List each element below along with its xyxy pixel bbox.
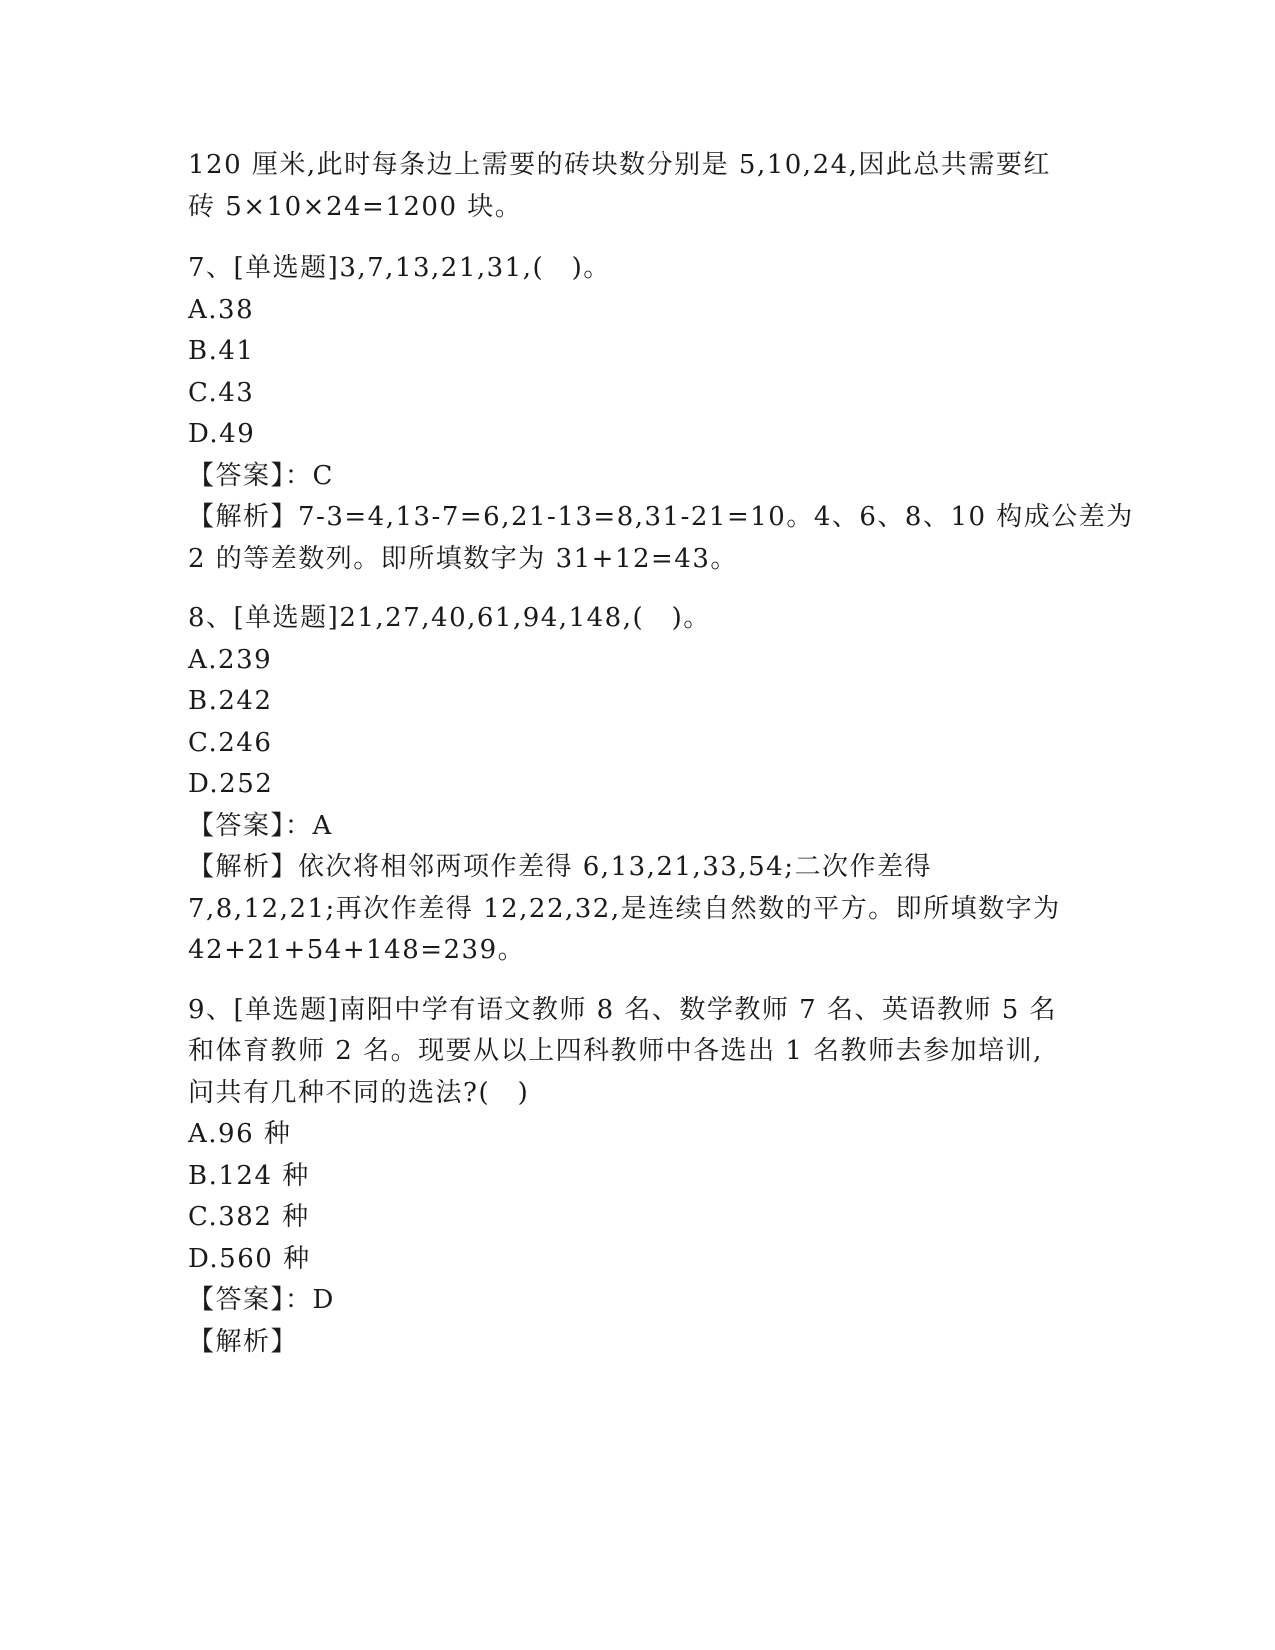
answer-line: 【答案】：D	[188, 1285, 335, 1315]
option-a: A.38	[188, 294, 255, 325]
question-stem: 8、[单选题]21,27,40,61,94,148,( )。	[188, 603, 711, 633]
question-stem: 问共有几种不同的选法?( )	[188, 1077, 530, 1108]
option-c: C.43	[188, 377, 255, 408]
option-d: D.252	[188, 769, 274, 799]
question-8	[188, 598, 1088, 972]
analysis-line: 【解析】7-3=4,13-7=6,21-13=8,31-21=10。4、6、8、10 构成公差为	[188, 502, 1134, 532]
option-b: B.242	[188, 686, 273, 716]
intro-line: 砖 5×10×24=1200 块。	[188, 191, 523, 222]
question-stem: 9、[单选题]南阳中学有语文教师 8 名、数学教师 7 名、英语教师 5 名	[188, 994, 1058, 1025]
answer-line: 【答案】：A	[188, 810, 333, 841]
analysis-line: 7,8,12,21;再次作差得 12,22,32,是连续自然数的平方。即所填数字为	[188, 893, 1061, 924]
analysis-line: 【解析】	[188, 1326, 299, 1357]
question-stem: 7、[单选题]3,7,13,21,31,( )。	[188, 253, 611, 283]
option-c: C.382 种	[188, 1202, 310, 1232]
option-d: D.560 种	[188, 1243, 311, 1274]
analysis-line: 42+21+54+148=239。	[188, 935, 526, 965]
intro-paragraph	[188, 145, 1088, 228]
question-7	[188, 248, 1134, 580]
analysis-line: 2 的等差数列。即所填数字为 31+12=43。	[188, 543, 738, 574]
option-a: A.96 种	[188, 1119, 292, 1149]
option-c: C.246	[188, 727, 273, 758]
option-b: B.124 种	[188, 1160, 310, 1191]
question-stem: 和体育教师 2 名。现要从以上四科教师中各选出 1 名教师去参加培训,	[188, 1036, 1043, 1066]
document-content	[188, 145, 1134, 1381]
intro-line: 120 厘米,此时每条边上需要的砖块数分别是 5,10,24,因此总共需要红	[188, 150, 1051, 180]
answer-line: 【答案】：C	[188, 460, 334, 491]
option-b: B.41	[188, 336, 255, 366]
question-9	[188, 990, 1088, 1364]
analysis-line: 【解析】依次将相邻两项作差得 6,13,21,33,54;二次作差得	[188, 852, 932, 882]
option-d: D.49	[188, 419, 256, 449]
option-a: A.239	[188, 644, 273, 675]
